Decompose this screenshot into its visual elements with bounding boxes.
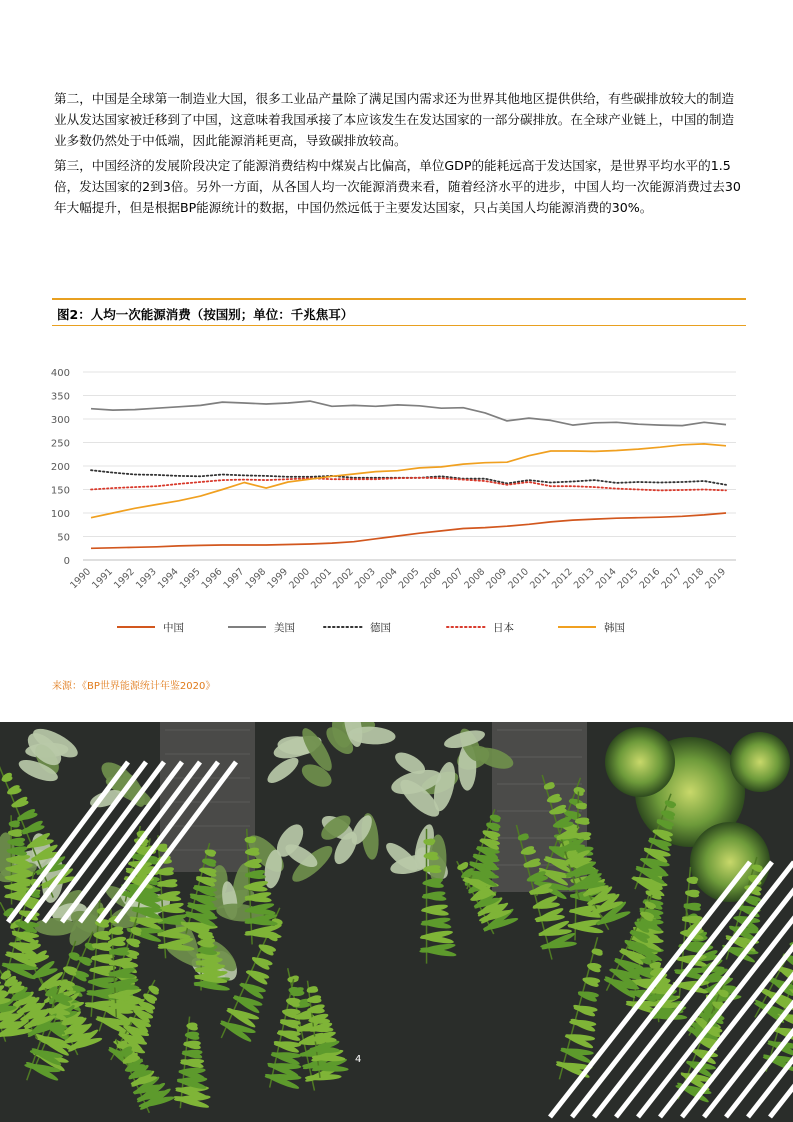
source-note: 来源：《BP世界能源统计年鉴2020》 xyxy=(52,681,216,692)
series-line-3 xyxy=(91,478,726,491)
x-tick-label: 2002 xyxy=(330,566,356,592)
legend-label-1: 美国 xyxy=(274,622,295,634)
energy-consumption-chart xyxy=(0,360,793,650)
x-tick-label: 2018 xyxy=(681,566,707,592)
x-tick-label: 2004 xyxy=(374,566,400,592)
x-tick-label: 2003 xyxy=(352,566,378,592)
succulent xyxy=(730,732,790,792)
x-tick-label: 2013 xyxy=(571,566,597,592)
fern-wall-photo xyxy=(0,722,793,1122)
succulent xyxy=(605,727,675,797)
body-paragraph-1: 第二，中国是全球第一制造业大国，很多工业品产量除了满足国内需求还为世界其他地区提供供给，有些碳排放较大的制造业从发达国家被迁移到了中国，这意味着我国承接了本应该发生在发达国家的一部分碳排放。在全球产业链上，中国的制造业多数仍然处于中低端，因此能源消耗更高，导致碳排放较高。 xyxy=(54,91,735,148)
x-tick-label: 2005 xyxy=(396,566,422,592)
y-tick-label: 200 xyxy=(50,462,70,473)
legend-label-0: 中国 xyxy=(163,622,184,634)
x-tick-label: 1996 xyxy=(199,566,225,592)
x-tick-label: 1990 xyxy=(68,566,94,592)
legend-label-2: 德国 xyxy=(370,622,391,634)
y-tick-label: 300 xyxy=(50,415,70,426)
legend-label-3: 日本 xyxy=(493,622,514,634)
x-tick-label: 2008 xyxy=(462,566,488,592)
y-tick-label: 400 xyxy=(50,368,70,379)
x-tick-label: 2010 xyxy=(506,566,532,592)
y-tick-label: 350 xyxy=(50,391,70,403)
x-tick-label: 2017 xyxy=(659,566,685,592)
page-number: 4 xyxy=(355,1054,362,1065)
figure-title: 图2：人均一次能源消费（按国别；单位：千兆焦耳） xyxy=(57,307,354,322)
y-tick-label: 0 xyxy=(63,556,70,567)
x-tick-label: 2014 xyxy=(593,566,619,592)
x-tick-label: 2007 xyxy=(440,566,466,592)
series-line-0 xyxy=(91,513,726,548)
x-tick-label: 2001 xyxy=(309,566,334,592)
x-tick-label: 1997 xyxy=(221,566,247,592)
y-tick-label: 50 xyxy=(57,532,70,544)
x-tick-label: 1991 xyxy=(90,566,116,592)
x-tick-label: 1992 xyxy=(112,566,137,592)
leaf xyxy=(34,918,76,936)
series-line-1 xyxy=(91,401,726,426)
y-tick-label: 150 xyxy=(50,485,70,497)
x-tick-label: 1998 xyxy=(243,566,269,592)
series-line-4 xyxy=(91,444,726,518)
x-tick-label: 2016 xyxy=(637,566,663,592)
x-tick-label: 2009 xyxy=(484,566,510,592)
x-tick-label: 2012 xyxy=(549,566,575,592)
figure-top-rule xyxy=(52,298,746,300)
y-tick-label: 100 xyxy=(50,509,70,520)
x-tick-label: 1993 xyxy=(133,566,159,592)
x-tick-label: 2006 xyxy=(418,566,444,592)
x-tick-label: 1995 xyxy=(177,566,203,592)
body-paragraph-2: 第三，中国经济的发展阶段决定了能源消费结构中煤炭占比偏高，单位GDP的能耗远高于发达国家，是世界平均水平的1.5倍，发达国家的2到3倍。另外一方面，从各国人均一次能源消费来看，随着经济水平的进步，中国人均一次能源消费过去30年大幅提升，但是根据BP能源统计的数据，中国仍然远低于主要发达国家，只占美国人均能源消费的30%。 xyxy=(54,158,741,215)
x-tick-label: 1994 xyxy=(155,566,181,592)
y-tick-label: 250 xyxy=(50,438,70,450)
legend-label-4: 韩国 xyxy=(604,622,625,634)
x-tick-label: 1999 xyxy=(265,566,291,592)
x-tick-label: 2011 xyxy=(528,566,553,592)
figure-title-rule xyxy=(52,325,746,326)
x-tick-label: 2000 xyxy=(287,566,313,592)
x-tick-label: 2015 xyxy=(615,566,641,592)
x-tick-label: 2019 xyxy=(703,566,729,592)
